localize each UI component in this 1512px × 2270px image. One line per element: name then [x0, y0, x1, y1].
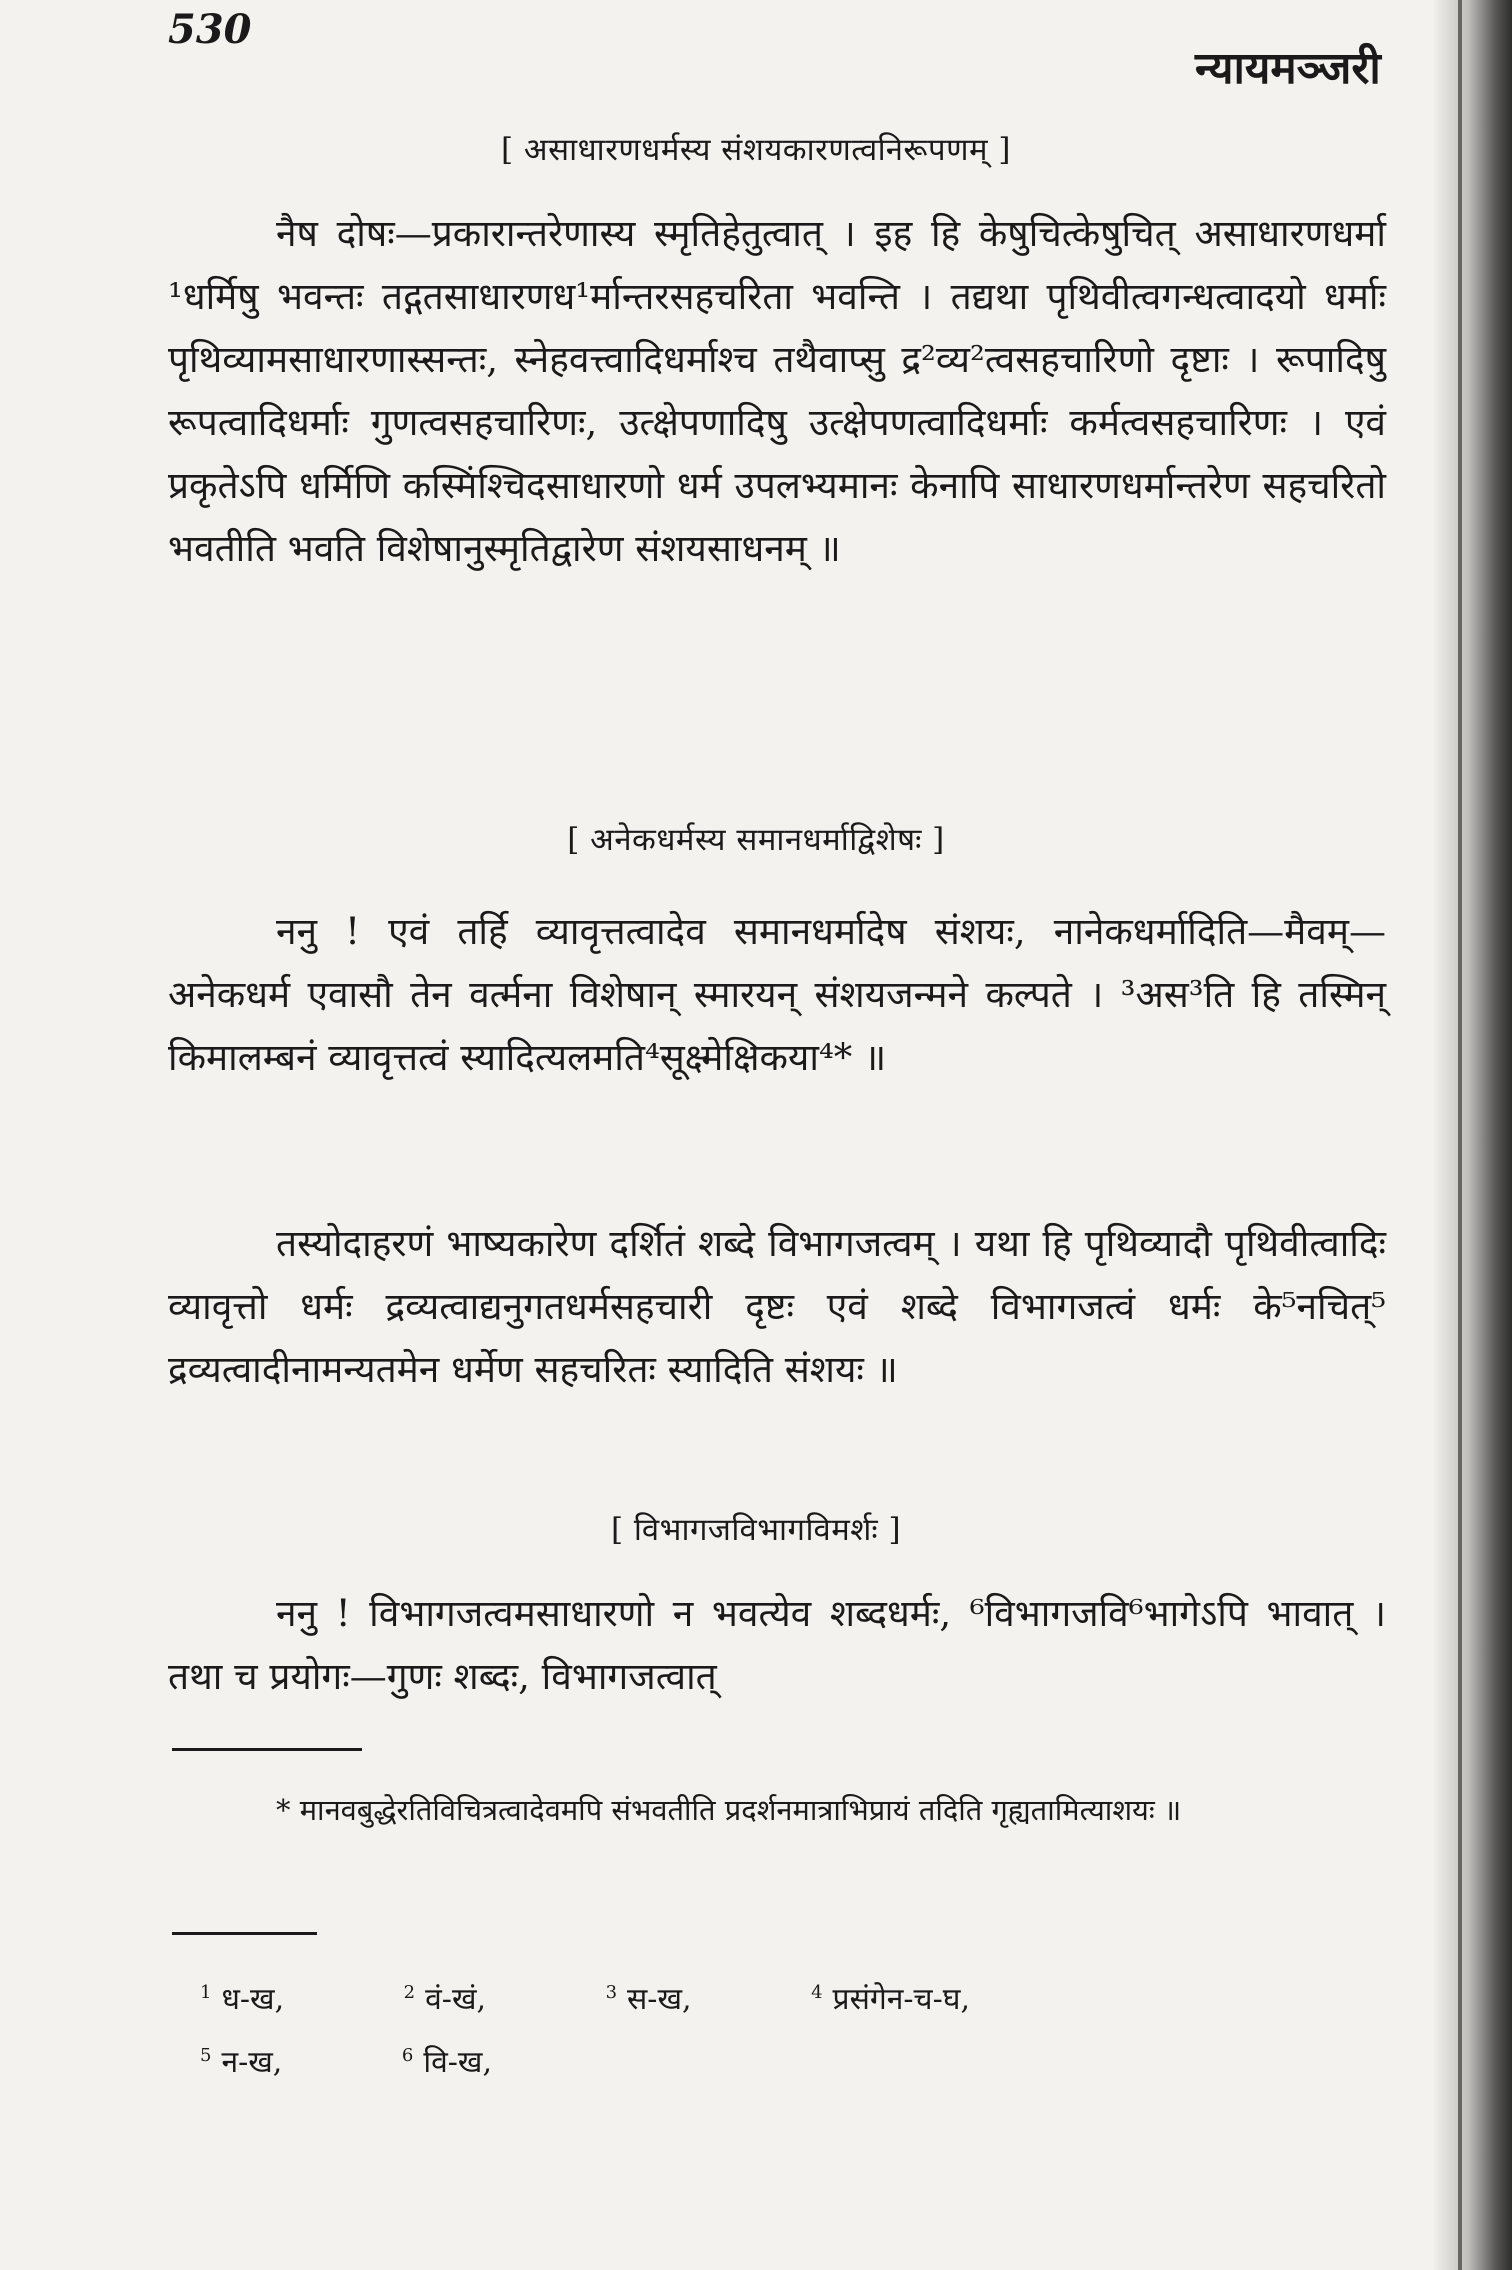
- page-edge-shadow: [1432, 0, 1512, 2270]
- footnote-separator: [172, 1748, 362, 1751]
- variant-reading-3: $^3$ स-ख,: [605, 1982, 692, 2017]
- variant-readings: [200, 1965, 1350, 2091]
- paragraph-3: तस्योदाहरणं भाष्यकारेण दर्शितं शब्दे विभागजत्वम् । यथा हि पृथिव्यादौ पृथिवीत्वादिः व्यावृत्तो धर्मः द्रव्यत्वाद्यनुगतधर्मसहचारी दृष्टः एवं शब्दे विभागजत्वं धर्मः के⁵नचित्⁵ द्रव्यत्वादीनामन्यतमेन धर्मेण सहचरितः स्यादिति संशयः ॥: [168, 1222, 1386, 1391]
- paragraph-1: नैष दोषः—प्रकारान्तरेणास्य स्मृतिहेतुत्वात् । इह हि केषुचित्केषुचित् असाधारणधर्मा ¹धर्मिषु भवन्तः तद्गतसाधारणध¹र्मान्तरसहचरिता भवन्ति । तद्यथा पृथिवीत्वगन्धत्वादयो धर्माः पृथिव्यामसाधारणास्सन्तः, स्नेहवत्त्वादिधर्माश्च तथैवाप्सु द्र²व्य²त्वसहचारिणो दृष्टाः । रूपादिषु रूपत्वादिधर्माः गुणत्वसहचारिणः, उत्क्षेपणादिषु उत्क्षेपणत्वादिधर्माः कर्मत्वसहचारिणः । एवं प्रकृतेऽपि धर्मिणि कस्मिंश्चिदसाधारणो धर्म उपलभ्यमानः केनापि साधारणधर्मान्तरेण सहचरितो भवतीति भवति विशेषानुस्मृतिद्वारेण संशयसाधनम् ॥: [168, 212, 1386, 570]
- variant-reading-1: $^1$ ध-ख,: [200, 1982, 285, 2017]
- footnote: * मानवबुद्धेरतिविचित्रत्वादेवमपि संभवतीति प्रदर्शनमात्राभिप्रायं तदिति गृह्यतामित्याशयः ॥: [276, 1793, 1182, 1827]
- variant-reading-2: $^2$ वं-खं,: [403, 1982, 487, 2017]
- section-heading-2: [ अनेकधर्मस्य समानधर्माद्विशेषः ]: [567, 822, 945, 858]
- paragraph-4: ननु ! विभागजत्वमसाधारणो न भवत्येव शब्दधर्मः, ⁶विभागजवि⁶भागेऽपि भावात् । तथा च प्रयोगः—गुणः शब्दः, विभागजत्वात्: [168, 1592, 1386, 1698]
- page-number: 530: [168, 6, 252, 53]
- page-edge-line: [1458, 0, 1462, 2270]
- variant-reading-5: $^5$ न-ख,: [200, 2045, 283, 2080]
- section-heading-3: [ विभागजविभागविमर्शः ]: [610, 1512, 902, 1548]
- variant-reading-4: $^4$ प्रसंगेन-च-घ,: [811, 1982, 971, 2017]
- variant-reading-6: $^6$ वि-ख,: [401, 2045, 492, 2080]
- section-heading-1: [ असाधारणधर्मस्य संशयकारणत्वनिरूपणम् ]: [500, 132, 1012, 168]
- paragraph-2: ननु ! एवं तर्हि व्यावृत्तत्वादेव समानधर्मादेष संशयः, नानेकधर्मादिति—मैवम्—अनेकधर्म एवासौ तेन वर्त्मना विशेषान् स्मारयन् संशयजन्मने कल्पते । ³अस³ति हि तस्मिन् किमालम्बनं व्यावृत्तत्वं स्यादित्यलमति⁴सूक्ष्मेक्षिकया⁴* ॥: [168, 910, 1386, 1079]
- running-head: न्यायमञ्जरी: [1195, 43, 1381, 94]
- variants-separator: [172, 1932, 317, 1935]
